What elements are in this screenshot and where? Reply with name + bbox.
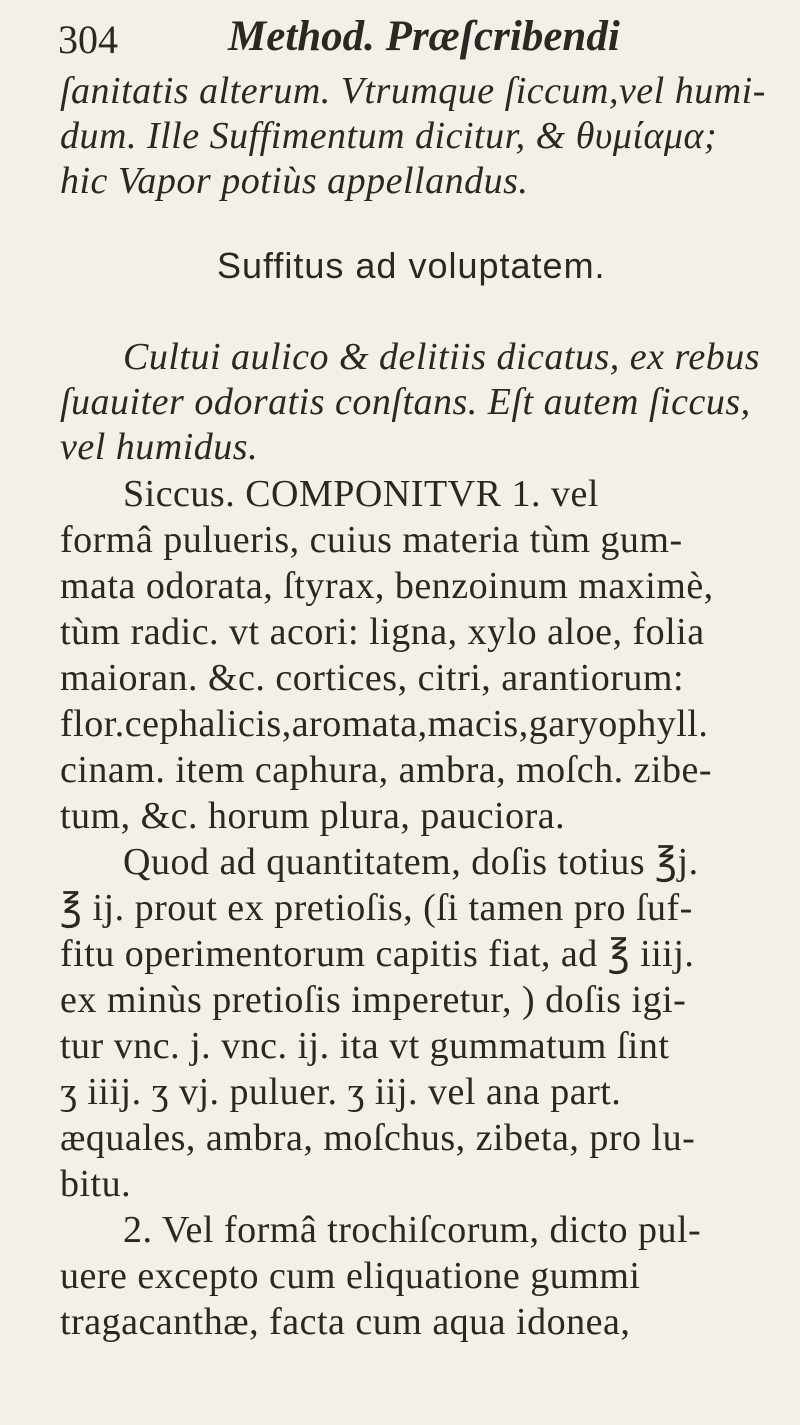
body-line-11: tum, &c. horum plura, pauciora. [60,795,566,837]
running-title: Method. Præſcribendi [228,13,620,60]
body-line-13: ℥ ij. prout ex pretioſis, (ſi tamen pro ſuf- [60,887,693,929]
body-line-4: Siccus. COMPONITVR 1. vel [123,473,599,515]
intro-line-1: ſanitatis alterum. Vtrumque ſiccum,vel humi- [60,70,766,112]
body-line-19: bitu. [60,1163,132,1205]
intro-line-3: hic Vapor potiùs appellandus. [60,160,529,202]
body-line-22: tragacanthæ, facta cum aqua idonea, [60,1301,631,1343]
body-line-5: formâ pulueris, cuius materia tùm gum- [60,519,683,561]
body-line-14: fitu operimentorum capitis fiat, ad ℥ iiij. [60,933,695,975]
body-line-1: Cultui aulico & delitiis dicatus, ex rebus [123,336,761,378]
body-line-15: ex minùs pretioſis imperetur, ) doſis igi- [60,979,687,1021]
body-line-9: flor.cephalicis,aromata,macis,garyophyll. [60,703,709,745]
body-line-16: tur vnc. j. vnc. ij. ita vt gummatum ſint [60,1025,670,1067]
body-line-20: 2. Vel formâ trochiſcorum, dicto pul- [123,1209,702,1251]
section-title: Suffitus ad voluptatem. [217,245,606,286]
intro-line-2: dum. Ille Suffimentum dicitur, & θυμίαμα; [60,115,718,157]
body-line-18: æquales, ambra, moſchus, zibeta, pro lu- [60,1117,696,1159]
body-line-12: Quod ad quantitatem, doſis totius ℥j. [123,841,699,883]
body-line-17: ʒ iiij. ʒ vj. puluer. ʒ iij. vel ana part. [60,1071,622,1113]
page-number: 304 [58,17,118,62]
body-line-8: maioran. &c. cortices, citri, arantiorum: [60,657,685,699]
body-line-6: mata odorata, ſtyrax, benzoinum maximè, [60,565,714,607]
body-line-7: tùm radic. vt acori: ligna, xylo aloe, folia [60,611,705,653]
body-line-21: uere excepto cum eliquatione gummi [60,1255,641,1297]
body-line-10: cinam. item caphura, ambra, moſch. zibe- [60,749,713,791]
body-line-2: ſuauiter odoratis conſtans. Eſt autem ſiccus, [60,381,751,423]
body-line-3: vel humidus. [60,426,259,468]
